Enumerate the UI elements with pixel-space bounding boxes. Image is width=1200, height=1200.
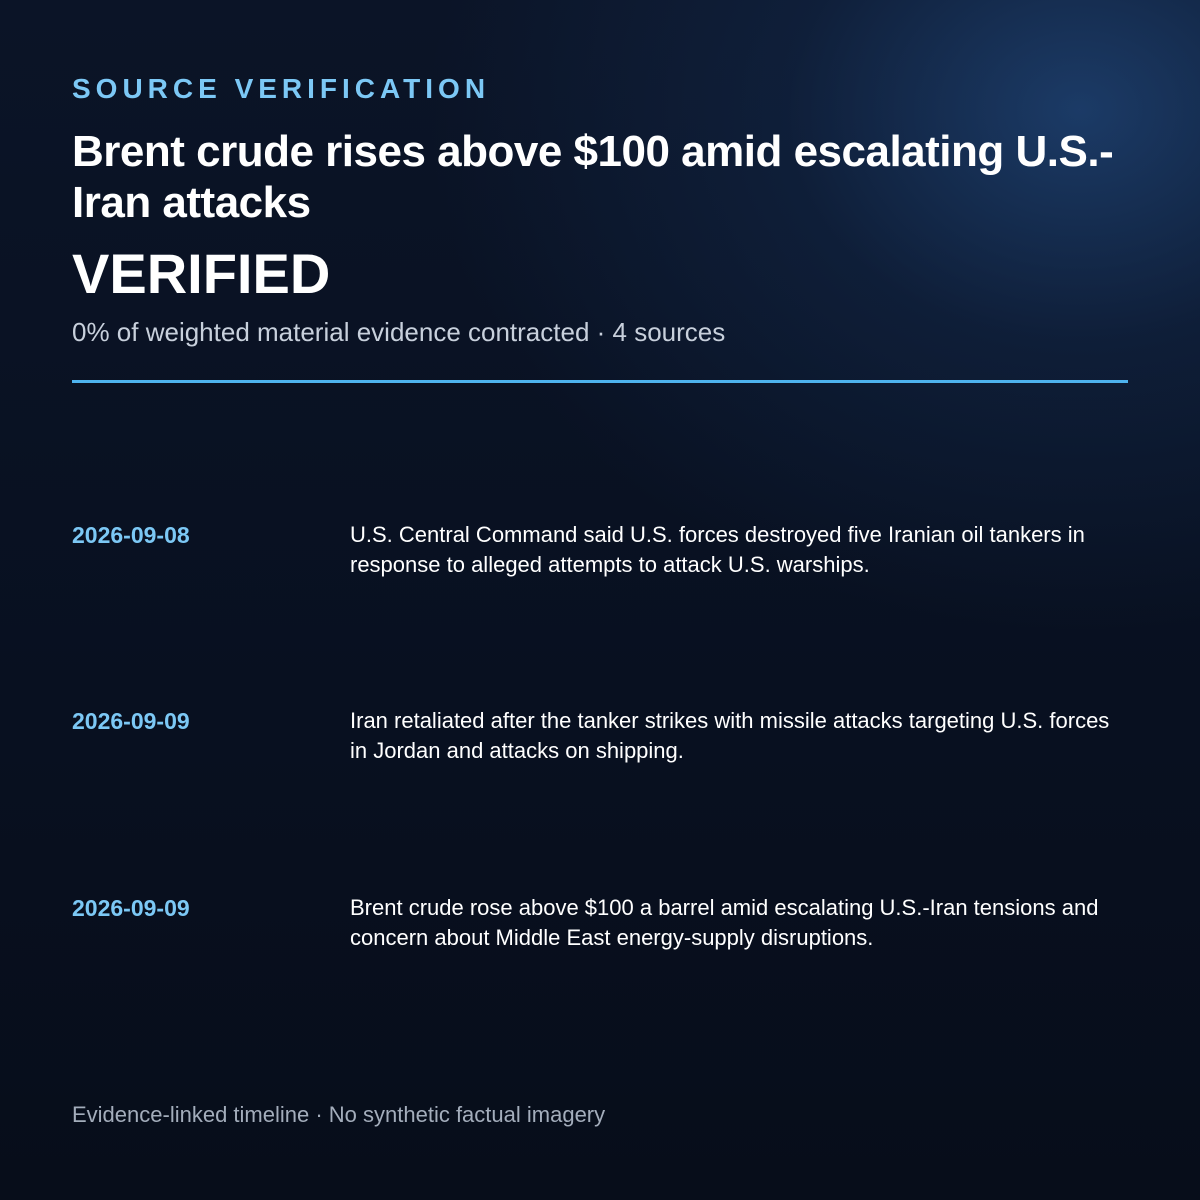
divider — [72, 380, 1128, 383]
event-text: Iran retaliated after the tanker strikes with missile attacks targeting U.S. forces in Jordan and attacks on shipping. — [350, 708, 1110, 763]
verdict-summary: 0% of weighted material evidence contracted · 4 sources — [72, 317, 726, 347]
event-text: Brent crude rose above $100 a barrel amid escalating U.S.-Iran tensions and concern about Middle East energy-supply disruptions. — [350, 895, 1099, 950]
verdict-label: VERIFIED — [72, 242, 331, 305]
event-date: 2026-09-09 — [72, 895, 190, 921]
event-date: 2026-09-08 — [72, 522, 190, 548]
footer-note: Evidence-linked timeline · No synthetic factual imagery — [72, 1102, 606, 1127]
eyebrow-label: SOURCE VERIFICATION — [72, 73, 491, 104]
event-date: 2026-09-09 — [72, 708, 190, 734]
event-text: U.S. Central Command said U.S. forces destroyed five Iranian oil tankers in response to alleged attempts to attack U.S. warships. — [350, 522, 1085, 577]
page-title: Brent crude rises above $100 amid escalating U.S.-Iran attacks — [72, 127, 1114, 227]
